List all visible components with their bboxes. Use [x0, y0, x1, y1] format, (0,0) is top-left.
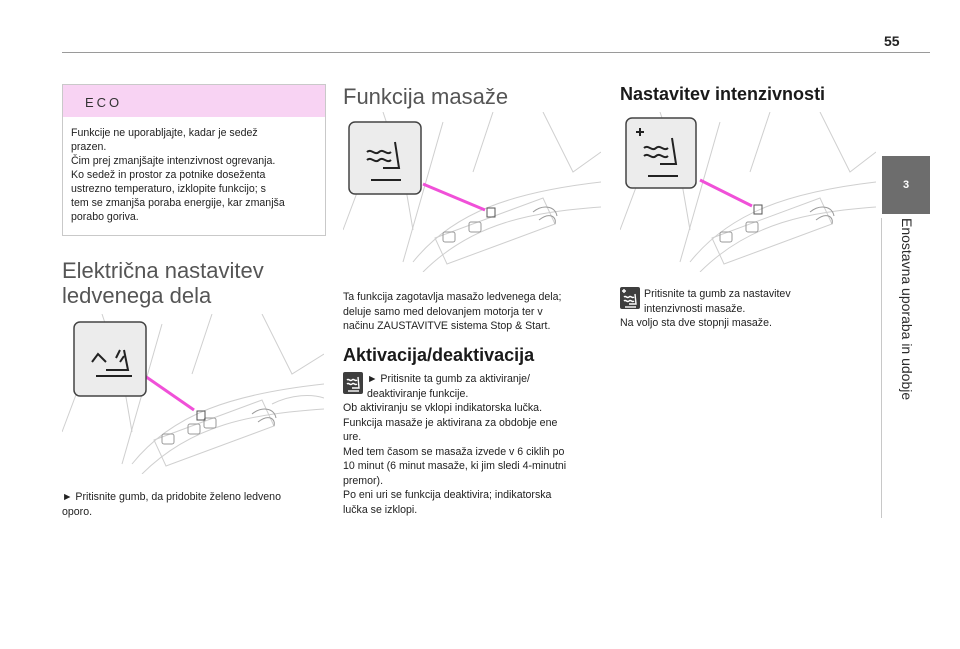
activation-line: 10 minut (6 minut masaže, ki jim sledi 4-minutni: [343, 460, 567, 472]
massage-button-icon: [343, 372, 363, 394]
eco-line: Čim prej zmanjšajte intenzivnost ogrevanja.: [71, 155, 276, 167]
eco-note-box: [62, 84, 326, 236]
activation-line: premor).: [343, 474, 384, 487]
massage-heading: Funkcija masaže: [343, 84, 509, 109]
intensity-icon-text: [644, 287, 864, 316]
lumbar-heading-line: ledvenega dela: [62, 283, 212, 308]
intensity-text: Na voljo sta dve stopnji masaže.: [620, 317, 772, 329]
lumbar-instruction: [62, 490, 324, 519]
eco-text: [63, 117, 325, 224]
lumbar-heading-line: Električna nastavitev: [62, 258, 264, 283]
activation-text: [343, 401, 605, 517]
massage-intro: [343, 290, 605, 334]
intensity-icon-line: intenzivnosti masaže.: [644, 302, 746, 315]
page-number: 55: [884, 33, 900, 49]
chapter-title-text: Enostavna uporaba in udobje: [899, 218, 915, 401]
activation-line: ure.: [343, 431, 362, 443]
intensity-button-icon: [620, 287, 640, 309]
activation-icon-line: deaktiviranje funkcije.: [367, 387, 469, 400]
eco-line: tem se zmanjša poraba energije, kar zmanjša: [71, 197, 285, 209]
eco-line: prazen.: [71, 141, 107, 153]
intensity-icon-line: Pritisnite ta gumb za nastavitev: [644, 288, 791, 300]
activation-icon-line: ► Pritisnite ta gumb za aktiviranje/: [367, 373, 530, 385]
eco-line: ustrezno temperaturo, izklopite funkcijo; s: [71, 183, 266, 195]
chapter-title: [882, 218, 930, 448]
lumbar-instruction-line: ► Pritisnite gumb, da pridobite želeno ledveno: [62, 491, 281, 503]
intensity-illustration: [620, 112, 876, 272]
massage-illustration: [343, 112, 601, 272]
activation-heading: Aktivacija/deaktivacija: [343, 345, 535, 365]
eco-heading: ECO: [63, 85, 325, 117]
lumbar-instruction-line: oporo.: [62, 505, 93, 518]
header-rule: [62, 52, 930, 53]
lumbar-heading: [62, 258, 264, 308]
massage-intro-line: Ta funkcija zagotavlja masažo ledvenega dela;: [343, 291, 562, 303]
activation-line: Po eni uri se funkcija deaktivira; indikatorska: [343, 489, 552, 501]
massage-intro-line: deluje samo med delovanjem motorja ter v: [343, 305, 543, 318]
massage-intro-line: načinu ZAUSTAVITVE sistema Stop & Start.: [343, 320, 551, 332]
activation-line: Med tem časom se masaža izvede v 6 ciklih po: [343, 445, 565, 458]
eco-line: Funkcije ne uporabljajte, kadar je sedež: [71, 127, 258, 139]
intensity-heading: Nastavitev intenzivnosti: [620, 84, 826, 104]
activation-icon-text: [367, 372, 607, 401]
chapter-tab[interactable]: 3: [882, 156, 930, 214]
activation-line: Funkcija masaže je aktivirana za obdobje ene: [343, 416, 558, 429]
activation-line: Ob aktiviranju se vklopi indikatorska lučka.: [343, 402, 543, 414]
lumbar-illustration: [62, 314, 324, 474]
activation-line: lučka se izklopi.: [343, 503, 418, 516]
eco-line: porabo goriva.: [71, 211, 139, 223]
eco-line: Ko sedež in prostor za potnike doseženta: [71, 169, 266, 181]
